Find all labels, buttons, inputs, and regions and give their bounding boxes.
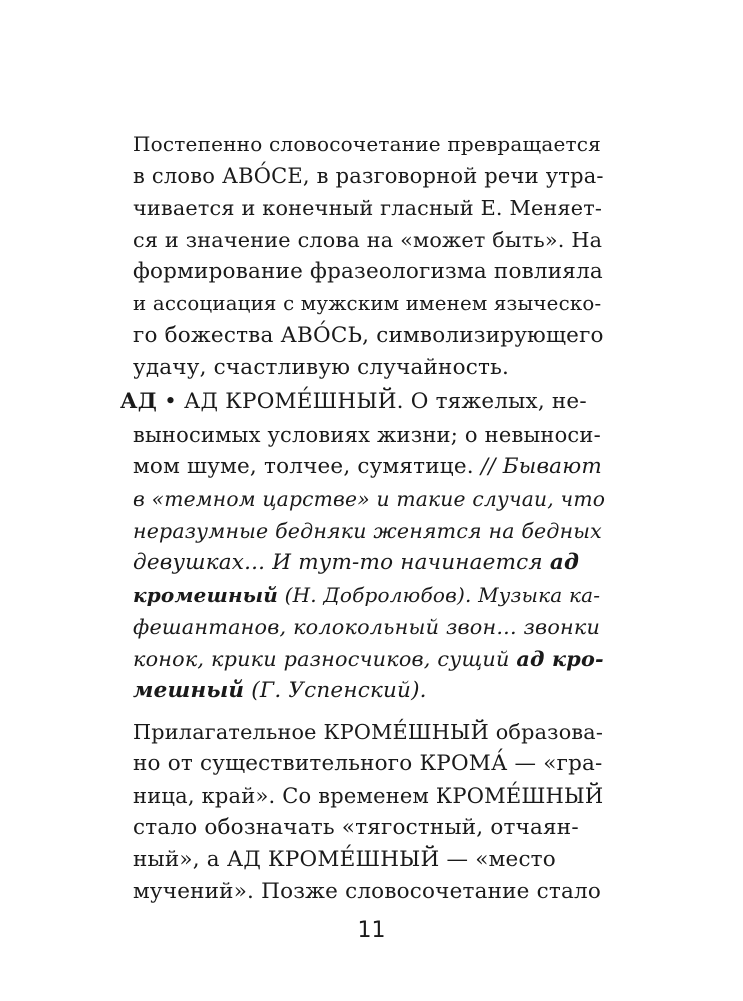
- quote-highlight: ад кро-: [516, 647, 604, 671]
- paragraph-1-line-1: Постепенно словосочетание превращается: [133, 132, 601, 156]
- entry-definition-3: мом шуме, толчее, сумятице.: [133, 454, 481, 479]
- paragraph-1-line-3: чивается и конечный гласный Е. Меняет-: [133, 196, 603, 220]
- quote-text: (Г. Успенский).: [244, 678, 427, 703]
- paragraph-2-line-4: стало обозначать «тягостный, отчаян-: [133, 815, 579, 840]
- entry-quote-line-9: [133, 644, 604, 674]
- entry-quote-line-8: фешантанов, колокольный звон... звонки: [133, 615, 601, 639]
- quote-highlight: кромешный: [133, 583, 279, 607]
- paragraph-2-line-2: но от существительного КРОМА́ — «гра-: [133, 751, 603, 776]
- quote-text: конок, крики разносчиков, сущий: [133, 647, 517, 671]
- paragraph-2-line-3: ница, край». Со временем КРОМЕ́ШНЫЙ: [133, 784, 604, 808]
- entry-quote-line-7: [133, 580, 600, 610]
- entry-line-3: [133, 452, 602, 482]
- quote-highlight: мешный: [133, 678, 245, 703]
- entry-quote-start: // Бывают: [480, 454, 602, 479]
- entry-line-2: выносимых условиях жизни; о невыноси-: [133, 423, 601, 447]
- quote-highlight: ад: [549, 550, 580, 575]
- entry-quote-line-10: [133, 676, 427, 706]
- entry-line-1: [120, 387, 587, 417]
- paragraph-1-line-5: формирование фразеологизма повлияла: [133, 259, 603, 284]
- paragraph-1-line-4: ся и значение слова на «может быть». На: [133, 228, 603, 252]
- paragraph-2-line-6: мучений». Позже словосочетание стало: [133, 879, 601, 904]
- entry-quote-line-4: в «темном царстве» и такие случаи, что: [133, 487, 606, 511]
- entry-phrase: АД КРОМЕ́ШНЫЙ: [184, 389, 397, 414]
- paragraph-1-line-8: удачу, счастливую случайность.: [133, 355, 510, 380]
- page-number: 11: [357, 918, 386, 943]
- paragraph-2-line-5: ный», а АД КРОМЕ́ШНЫЙ — «место: [133, 847, 556, 872]
- quote-text: (Н. Добролюбов). Музыка ка-: [278, 583, 601, 607]
- entry-definition-1: . О тяжелых, не-: [396, 389, 587, 414]
- paragraph-1-line-6: и ассоциация с мужским именем языческо-: [133, 292, 602, 315]
- entry-headword: АД: [120, 389, 158, 414]
- paragraph-2-line-1: Прилагательное КРОМЕ́ШНЫЙ образова-: [133, 720, 604, 744]
- entry-bullet: •: [164, 389, 177, 414]
- quote-text: девушках... И тут-то начинается: [133, 550, 550, 575]
- entry-quote-line-5: неразумные бедняки женятся на бедных: [133, 519, 602, 543]
- paragraph-1-line-7: го божества АВО́СЬ, символизирующего: [133, 323, 604, 348]
- entry-quote-line-6: [133, 548, 579, 578]
- paragraph-1-line-2: в слово АВО́СЕ, в разговорной речи утра-: [133, 164, 604, 188]
